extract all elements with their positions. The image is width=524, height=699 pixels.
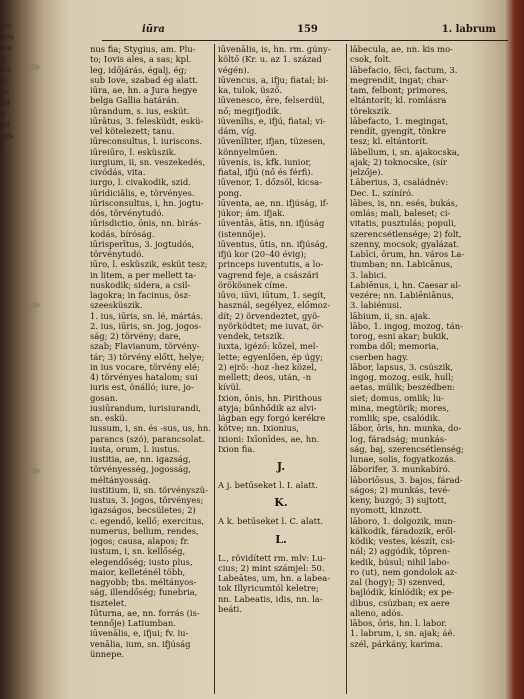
entry-line: iūvenis, is, kfk. iunior, bbox=[218, 156, 312, 167]
entry-line: ifjú kor (20–40 évig); bbox=[218, 249, 307, 259]
column-1 bbox=[90, 44, 212, 694]
column-2 bbox=[218, 44, 344, 694]
entry-line: bajlódik, kínlódik; ex pe- bbox=[350, 587, 455, 598]
entry-line: (istennője). bbox=[218, 228, 266, 239]
entry-line: szerencsétlensége; 2) folt, bbox=[350, 228, 462, 239]
entry-line: lāboro, 1. dolgozik, mun- bbox=[350, 515, 456, 526]
entry-line: tiumban; nn. Labicānus, bbox=[350, 259, 453, 270]
entry-line: c. egendő, kellő; exercitus, bbox=[90, 515, 205, 526]
entry-line: in ius vocare, törvény elé; bbox=[90, 361, 200, 372]
entry-line: fiatal, ifjú (nő és férfi). bbox=[218, 167, 314, 177]
entry-line: nn. Labeatis, idis, nn. la- bbox=[218, 593, 323, 604]
entry-line: vel kötelezett; tanu. bbox=[90, 126, 175, 136]
entry-line: ság, illendőség; funebria, bbox=[90, 587, 198, 598]
entry-line: nyomott, kinzott. bbox=[350, 505, 423, 516]
entry-line: belga Gallia határán. bbox=[90, 95, 180, 106]
entry-line: atyja; bűnhődik az alvi- bbox=[218, 402, 317, 413]
entry-line: iūrisconsultus, i, hn. jogtu- bbox=[90, 197, 204, 208]
binding-hole bbox=[30, 64, 40, 70]
entry-line: örökösnek címe. bbox=[218, 279, 288, 290]
entry-line: nyörködtet; me iuvat, ör- bbox=[218, 320, 324, 331]
entry-line: iurgo, l. civakodik, szid. bbox=[90, 177, 191, 188]
entry-line: szeesküszik. bbox=[90, 300, 143, 311]
entry-line: iūridiciālis, e, törvényes. bbox=[90, 187, 195, 198]
entry-line: törekszik. bbox=[350, 105, 392, 116]
entry-line: L., rövidített rm. mlv: Lu- bbox=[218, 552, 326, 563]
entry-line: tam, felbont; primores, bbox=[350, 85, 448, 95]
entry-line: iūvenesco, ēre, felserdül, bbox=[218, 95, 325, 106]
entry-line: lābefacto, 1. megingat, bbox=[350, 115, 448, 126]
margin-fragment: tre bbox=[0, 66, 12, 74]
entry-line: lābes, is, nn. esés, bukás, bbox=[350, 197, 458, 208]
entry-line: megrendít, ingat; char- bbox=[350, 74, 449, 85]
entry-line: nő; megifjodik. bbox=[218, 105, 282, 116]
entry-line: iusta, orum, l. iustus. bbox=[90, 443, 180, 454]
margin-fragment: d. bbox=[0, 55, 8, 63]
entry-line: lābo, 1. ingog, mozog, tán- bbox=[350, 320, 463, 331]
entry-line: log, fáradság; munkás- bbox=[350, 433, 447, 444]
entry-line: numerus, bellum, rendes, bbox=[90, 525, 199, 536]
entry-line: szél, párkány, karima. bbox=[350, 638, 443, 649]
entry-line: dós, törvénytudó. bbox=[90, 208, 164, 218]
entry-line: cius; 2) mint számjel: 50. bbox=[218, 562, 325, 573]
entry-line: iūro, l. esküszik, esküt tesz; bbox=[90, 259, 208, 270]
entry-line: iūrisperītus, 3. jogtudós, bbox=[90, 238, 195, 249]
entry-line: Labeātes, um, hn. a labea- bbox=[218, 573, 331, 583]
entry-line: zal (hogy); 3) szenved, bbox=[350, 577, 446, 587]
entry-line: ság; 2) törvény; dare, bbox=[90, 331, 182, 341]
entry-line: végén). bbox=[218, 64, 250, 75]
entry-line: eltántorít; kl. romlásra bbox=[350, 95, 447, 106]
entry-line: iustus, 3. jogos, törvényes; bbox=[90, 495, 204, 505]
entry-line: iūvenālis, is, hn. rm. gúny- bbox=[218, 44, 331, 54]
header-guide-word-left: iūra bbox=[142, 24, 165, 35]
margin-fragment: ken bbox=[0, 33, 15, 41]
entry-line: 3. labici. bbox=[350, 269, 387, 280]
entry-line: A k. betűseket l. C. alatt. bbox=[218, 516, 323, 527]
entry-line: iusiūrandum, iurisiurandi, bbox=[90, 402, 202, 413]
entry-line: jelzője). bbox=[350, 167, 384, 177]
entry-line: to; Iovis ales, a sas; kpl. bbox=[90, 54, 192, 65]
entry-line: tok Illyricumtól keletre; bbox=[218, 583, 319, 594]
entry-line: lābos, ōris, hn. l. labor. bbox=[350, 618, 447, 628]
page-number: 159 bbox=[297, 24, 318, 35]
entry-line: iustitia, ae, nn. igazság, bbox=[90, 454, 191, 464]
entry-line: 4) törvényes hatalom; sui bbox=[90, 372, 198, 382]
entry-line: aetas, múlik; beszédben: bbox=[350, 382, 456, 393]
entry-line: Labīci, ōrum, hn. város La- bbox=[350, 249, 465, 259]
entry-line: iūvencus, a, ifju; fiatal; bi- bbox=[218, 74, 329, 85]
entry-line: Dec. L. színíró. bbox=[350, 187, 414, 198]
binding-hole bbox=[30, 302, 40, 308]
entry-line: ság, baj, szerencsétlenség; bbox=[350, 443, 465, 454]
entry-line: iustum, i, sn. kellőség, bbox=[90, 546, 186, 557]
entry-line: ixioni: Ixīonīdes, ae, hn. bbox=[218, 433, 320, 444]
entry-line: kívül. bbox=[218, 382, 242, 393]
entry-line: Ixion fia. bbox=[218, 443, 256, 454]
entry-line: iuris est, önálló; iure, jo- bbox=[90, 382, 194, 393]
entry-line: kodás, bíróság. bbox=[90, 228, 155, 239]
entry-line: elegendőség; iusto plus, bbox=[90, 556, 193, 567]
entry-line: iūrisdictio, ōnis, nn. birás- bbox=[90, 218, 202, 229]
entry-line: Iūturna, ae, nn. forrás (is- bbox=[90, 607, 200, 618]
entry-line: ködik; vestes, készít, csi- bbox=[350, 536, 456, 546]
entry-line: vendek, tetszik. bbox=[218, 331, 285, 341]
entry-line: kálkodik, fáradozik, eről- bbox=[350, 525, 456, 536]
page-header bbox=[102, 18, 508, 41]
entry-line: szenny, mocsok; gyalázat. bbox=[350, 238, 460, 249]
entry-line: lágban egy forgó kerékre bbox=[218, 413, 326, 423]
entry-line: mina, megtörik; mores, bbox=[350, 402, 450, 413]
entry-line: torog, esni akar; bukik, bbox=[350, 331, 449, 341]
entry-line: nuskodik; sidera, a csil- bbox=[90, 279, 191, 290]
margin-fragment: ko bbox=[0, 121, 10, 129]
entry-line: iussum, i, sn. és -sus, us, hn. bbox=[90, 423, 211, 434]
entry-line: lunae, solis, fogyatkozás. bbox=[350, 454, 457, 464]
column-divider bbox=[214, 44, 215, 694]
entry-line: szab; Flavianum, törvény- bbox=[90, 341, 200, 352]
margin-fragment: ur bbox=[0, 88, 10, 96]
entry-line: civódás, vita. bbox=[90, 167, 146, 177]
entry-line: igazságos, becsületes; 2) bbox=[90, 505, 196, 516]
entry-line: gosan. bbox=[90, 392, 118, 403]
entry-line: ajak; 2) toknocske, (sír bbox=[350, 156, 447, 167]
entry-line: iūvenīliter, ifjan, tüzesen, bbox=[218, 136, 326, 147]
entry-line: használ, segélyez, előmoz- bbox=[218, 300, 331, 311]
entry-line: kedik, búsul; nihil labo- bbox=[350, 556, 450, 567]
previous-page-edge bbox=[0, 0, 40, 699]
entry-line: rendít, gyengít, tönkre bbox=[350, 126, 447, 136]
entry-line: iuxta, igéző: közel, mel- bbox=[218, 341, 319, 352]
margin-fragment: ar bbox=[0, 77, 9, 85]
entry-line: siet; domus, omlik; lu- bbox=[350, 392, 444, 403]
entry-line: iūventās, ātis, nn. ifjúság bbox=[218, 218, 325, 229]
entry-line: Ixion, ōnis, hn. Pirithous bbox=[218, 392, 322, 403]
entry-line: 1. labrum, i, sn. ajak; áé. bbox=[350, 628, 456, 639]
section-letter-heading: L. bbox=[275, 532, 287, 546]
entry-line: venālia, ium, sn. ifjúság bbox=[90, 638, 191, 649]
entry-line: iūventus, ūtis, nn. ifjúság, bbox=[218, 238, 328, 249]
entry-line: romlik; spe, csalódik. bbox=[350, 413, 441, 423]
column-divider bbox=[346, 44, 347, 694]
margin-fragment: - bbox=[0, 143, 4, 151]
margin-fragment: ma bbox=[0, 44, 13, 52]
entry-line: lāboriōsus, 3. bajos, fárad- bbox=[350, 474, 463, 485]
entry-line: tár; 3) törvény előtt, helye; bbox=[90, 351, 205, 362]
binding-hole bbox=[30, 468, 40, 474]
entry-line: dibus, csúzban; ex aere bbox=[350, 597, 450, 608]
entry-line: ünnepe. bbox=[90, 648, 125, 659]
entry-line: lābecula, ae, nn. kis mo- bbox=[350, 44, 453, 54]
entry-line: ingog, mozog, esik, hull; bbox=[350, 372, 454, 382]
entry-line: lābefacio, fēci, factum, 3. bbox=[350, 64, 458, 75]
entry-line: iūvenīlis, e, ifjú, fiatal; vi- bbox=[218, 115, 326, 126]
entry-line: A j. betűseket l. I. alatt. bbox=[218, 480, 318, 490]
entry-line: maior, kelleténél több, bbox=[90, 566, 186, 577]
entry-line: beáti. bbox=[218, 603, 243, 614]
section-letter-heading: J. bbox=[276, 460, 286, 473]
entry-line: tesz; kl. eltántorít. bbox=[350, 136, 429, 147]
margin-fragment: a bbox=[0, 110, 6, 118]
section-letter-heading: K. bbox=[274, 496, 288, 510]
margin-fragment: nd bbox=[0, 99, 11, 107]
entry-line: dít; 2) örvendeztet, gyö- bbox=[218, 310, 320, 321]
entry-line: parancs (szó), parancsolat. bbox=[90, 433, 205, 444]
entry-line: 2) ejrö: -hoz -hez közel, bbox=[218, 361, 317, 372]
entry-line: 2. ius, iūris, sn. jog, jogos- bbox=[90, 320, 202, 331]
entry-line: lābium, ii, sn. ajak. bbox=[350, 310, 431, 321]
entry-line: nagyobb; tbs. méltányos- bbox=[90, 577, 197, 587]
entry-line: princeps iuventutis, a lo- bbox=[218, 259, 324, 270]
entry-line: méltányosság. bbox=[90, 474, 151, 485]
entry-line: leg, időjárás, égalj, ég; bbox=[90, 64, 187, 75]
entry-line: kötve; nn. Ixionius, bbox=[218, 423, 299, 434]
entry-line: tennője) Latiumban. bbox=[90, 618, 176, 628]
entry-line: iūreiūro, l. esküszik. bbox=[90, 146, 177, 157]
entry-line: lagokra; in facinus, ösz- bbox=[90, 290, 191, 300]
entry-line: romba dől; memoria, bbox=[350, 341, 439, 352]
entry-line: ro (ut), nem gondolok az- bbox=[350, 566, 458, 577]
entry-line: pong. bbox=[218, 187, 242, 198]
entry-line: ka, tulok, üsző. bbox=[218, 85, 283, 95]
entry-line: iūrandum, s. ius, esküt. bbox=[90, 105, 190, 116]
entry-line: ságos; 2) munkás, tevé- bbox=[350, 484, 450, 495]
entry-line: júkor; ám. ifjak. bbox=[218, 208, 285, 218]
entry-line: lāborifer, 3. munkabíró. bbox=[350, 464, 451, 475]
entry-line: keny, buzgó; 3) sujtott, bbox=[350, 495, 447, 505]
entry-line: 3. labiénusi. bbox=[350, 300, 402, 311]
entry-line: iūreconsultus, l. iuriscons. bbox=[90, 136, 203, 147]
entry-line: cserben hagy. bbox=[350, 351, 409, 362]
entry-line: 1. ius, iūris, sn. lé, mártás. bbox=[90, 310, 203, 321]
entry-line: vitatis, pusztulás; populi, bbox=[350, 218, 457, 229]
entry-line: iūvenālis, e, ifjui; fv. iu- bbox=[90, 628, 189, 639]
entry-line: sn. eskü. bbox=[90, 413, 128, 423]
entry-line: mellett; deos, után, -n bbox=[218, 372, 312, 382]
entry-line: iūvenor, 1. dőzsöl, kicsa- bbox=[218, 177, 322, 188]
entry-line: költő (Kr. u. az 1. század bbox=[218, 54, 322, 65]
entry-line: iūventa, ae, nn. ifjúság, if- bbox=[218, 197, 329, 208]
entry-line: vezére; nn. Labiēniānus, bbox=[350, 290, 454, 300]
entry-line: jogos; causa, alapos; fr. bbox=[90, 536, 190, 546]
entry-line: törvénytudó. bbox=[90, 249, 144, 259]
entry-line: iustitium, ii, sn. törvényszü- bbox=[90, 484, 208, 495]
entry-line: törvényesség, jogosság, bbox=[90, 464, 192, 475]
entry-line: lābor, lapsus, 3. csúszik, bbox=[350, 361, 453, 372]
entry-line: alieno, adós. bbox=[350, 607, 404, 618]
entry-line: iūvo, iūvi, iūtum, 1. segít, bbox=[218, 290, 327, 300]
margin-fragment: gés bbox=[0, 132, 14, 140]
entry-line: csok, folt. bbox=[350, 54, 392, 65]
entry-line: iurgium, ii, sn. veszekedés, bbox=[90, 156, 206, 167]
entry-line: iūra, ae, hn. a Jura hegye bbox=[90, 85, 198, 95]
entry-line: nál; 2) aggódik, töpren- bbox=[350, 546, 450, 557]
entry-line: vagrend feje, a császári bbox=[218, 269, 319, 280]
entry-line: tisztelet. bbox=[90, 597, 127, 608]
dictionary-page bbox=[42, 18, 508, 699]
entry-line: lābor, ōris, hn. munka, do- bbox=[350, 423, 462, 434]
entry-line: könnyelműen. bbox=[218, 146, 278, 157]
entry-line: in litem, a per mellett ta- bbox=[90, 269, 197, 280]
entry-line: dám, víg. bbox=[218, 126, 258, 136]
entry-line: omlás; mali, baleset; ci- bbox=[350, 208, 451, 218]
entry-line: Lāberius, 3, családnév: bbox=[350, 177, 449, 188]
header-guide-word-right: 1. labrum bbox=[441, 24, 496, 35]
entry-line: nus fia; Stygius, am. Plu- bbox=[90, 44, 196, 54]
entry-line: sub Iove, szabad ég alatt. bbox=[90, 74, 199, 85]
column-3 bbox=[350, 44, 490, 694]
entry-line: lābellum, i, sn. ajakocska, bbox=[350, 146, 460, 157]
entry-line: Labiēnus, i, hn. Caesar al- bbox=[350, 279, 461, 290]
margin-fragment: ert bbox=[0, 22, 12, 30]
entry-line: lette; egyenlően, ép úgy; bbox=[218, 351, 323, 362]
entry-line: iūrātus, 3. felesküdt, eskü- bbox=[90, 115, 204, 126]
